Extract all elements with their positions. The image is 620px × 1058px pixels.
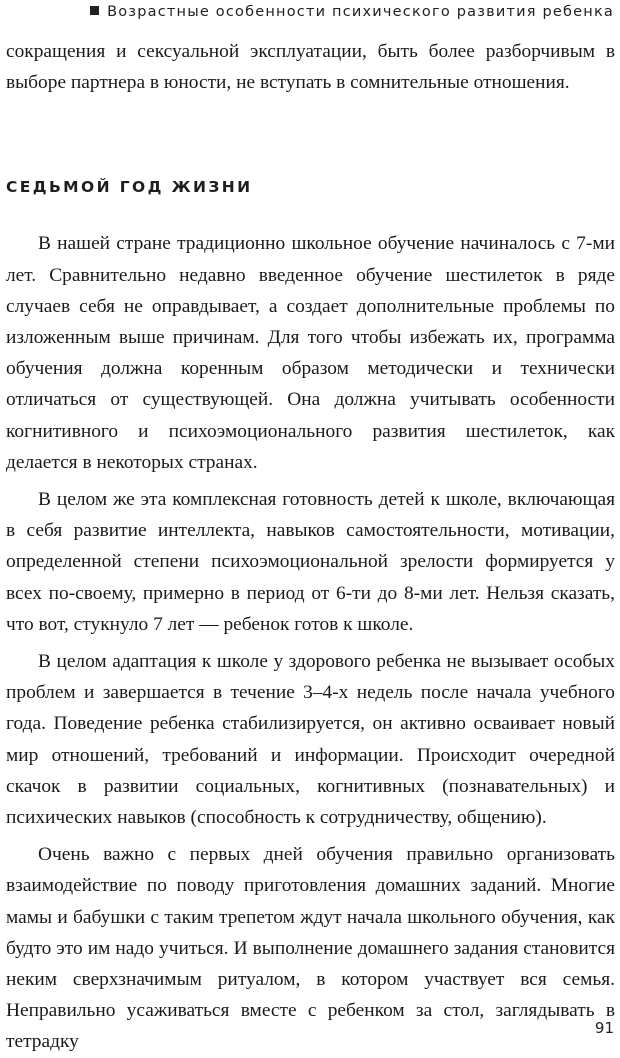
continued-paragraph: сокращения и сексуальной эксплуатации, быть более разборчивым в выборе партнера в юности, не вступать в сомнительные отношения. — [6, 41, 615, 94]
paragraph-4: Очень важно с первых дней обучения правильно организовать взаимодействие по поводу приготовления домашних заданий. Многие мамы и бабушки с таким трепетом ждут начала школьного обучения, как будто это им надо учиться. И выполнение домашнего задания становится неким сверхзначимым ритуалом, в котором участвует вся семья. Неправильно усаживаться вместе с ребенком за стол, заглядывать в тетрадку — [6, 844, 615, 1053]
paragraph-3: В целом адаптация к школе у здорового ребенка не вызывает особых проблем и завершается в течение 3–4-х недель после начала учебного года. Поведение ребенка стабилизируется, он активно осваивает новый мир отношений, требований и информации. Происходит очередной скачок в развитии социальных, когнитивных (познавательных) и психических навыков (способность к сотрудничеству, общению). — [6, 651, 615, 829]
page-number: 91 — [594, 1019, 614, 1037]
square-bullet-icon — [90, 6, 99, 15]
paragraph-1: В нашей стране традиционно школьное обучение начиналось с 7-ми лет. Сравнительно недавно введенное обучение шестилеток в ряде случаев себя не оправдывает, а создает дополнительные проблемы по изложенным выше причинам. Для того чтобы избежать их, программа обучения должна коренным образом методически и технически отличаться от существующей. Она должна учитывать особенности когнитивного и психоэмоционального развития шестилеток, как делается в некоторых странах. — [6, 233, 615, 473]
running-head-text: Возрастные особенности психического развития ребенка — [107, 4, 614, 20]
paragraph-2: В целом же эта комплексная готовность детей к школе, включающая в себя развитие интеллекта, навыков самостоятельности, мотивации, определенной степени психоэмоциональной зрелости формируется у всех по-своему, примерно в период от 6-ти до 8-ми лет. Нельзя сказать, что вот, стукнуло 7 лет — ребенок готов к школе. — [6, 489, 615, 635]
running-head — [86, 4, 614, 20]
page-body — [6, 36, 615, 1058]
section-heading: СЕДЬМОЙ ГОД ЖИЗНИ — [6, 178, 253, 197]
